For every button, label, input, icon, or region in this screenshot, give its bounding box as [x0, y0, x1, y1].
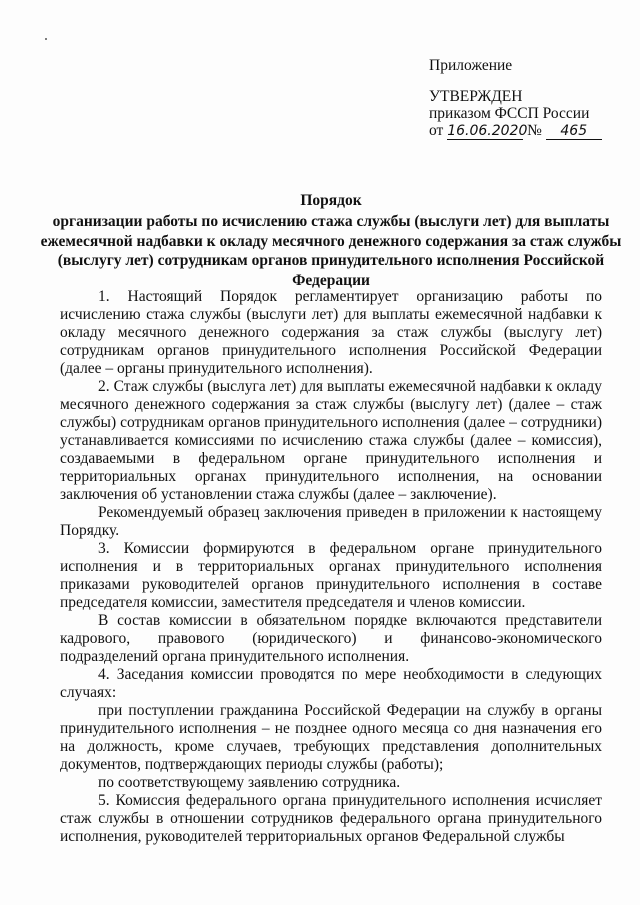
paragraph: 3. Комиссии формируются в федеральном органе принудительного исполнения и в территориальных органах принудительного исполнения приказами руководителей органов принудительного исполнения в составе председателя комиссии, заместителя председателя и членов комиссии.: [60, 540, 602, 611]
approved-label: УТВЕРЖДЕН: [429, 88, 523, 105]
paragraph: по соответствующему заявлению сотрудника.: [98, 774, 401, 791]
approval-stamp-block: [429, 57, 629, 140]
handwritten-number: 465: [546, 124, 602, 140]
title-subtitle: организации работы по исчислению стажа службы (выслуги лет) для выплаты ежемесячной надбавки к окладу месячного денежного содержания за стаж службы (выслугу лет) сотрудникам органов принудительного исполнения Российской Федерации: [40, 213, 622, 289]
document-body: [60, 288, 602, 846]
paragraph: В состав комиссии в обязательном порядке включаются представители кадрового, правового (юридического) и финансово-экономического подразделений органа принудительного исполнения.: [60, 612, 602, 665]
paragraph: 1. Настоящий Порядок регламентирует организацию работы по исчислению стажа службы (выслуги лет) для выплаты ежемесячной надбавки к окладу месячного денежного содержания за стаж службы (выслугу лет) сотрудникам органов принудительного исполнения Российской Федерации (далее – органы принудительного исполнения).: [60, 288, 602, 377]
document-title: [40, 191, 622, 290]
date-prefix: от: [429, 122, 444, 139]
paragraph: 5. Комиссия федерального органа принудительного исполнения исчисляет стаж службы в отношении сотрудников федерального органа принудительного исполнения, руководителей территориальных органов Федеральной службы: [60, 792, 602, 845]
order-date-number-line: [429, 122, 629, 140]
appendix-label: Приложение: [429, 57, 513, 74]
title-heading: Порядок: [300, 192, 362, 209]
paragraph: Рекомендуемый образец заключения приведен в приложении к настоящему Порядку.: [60, 504, 602, 539]
paragraph: при поступлении гражданина Российской Федерации на службу в органы принудительного исполнения – не позднее одного месяца со дня назначения его на должность, кроме случаев, требующих представления дополнительных документов, подтверждающих периоды службы (работы);: [60, 702, 602, 773]
order-label: приказом ФССП России: [429, 105, 590, 122]
handwritten-date: 16.06.2020: [447, 123, 528, 139]
paragraph: 2. Стаж службы (выслуга лет) для выплаты ежемесячной надбавки к окладу месячного денежного содержания за стаж службы (выслугу лет) (далее – стаж службы) сотрудникам органов принудительного исполнения (далее – сотрудники) устанавливается комиссиями по исчислению стажа службы (далее – комиссия), создаваемыми в федеральном органе принудительного исполнения и территориальных органах принудительного исполнения, на основании заключения об установлении стажа службы (далее – заключение).: [60, 378, 602, 503]
paragraph: 4. Заседания комиссии проводятся по мере необходимости в следующих случаях:: [60, 666, 602, 701]
scan-speck: [45, 38, 47, 40]
number-prefix: №: [527, 122, 542, 139]
